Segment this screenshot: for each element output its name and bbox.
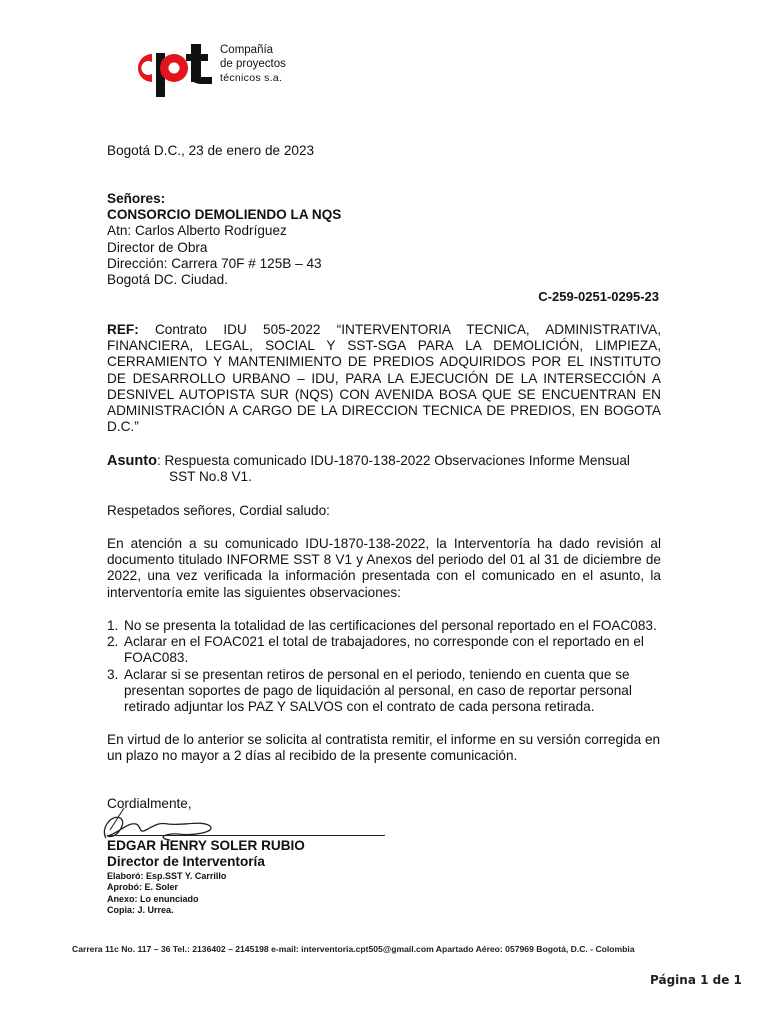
logo-line-1: Compañía	[220, 44, 274, 56]
observation-number: 1.	[107, 618, 119, 633]
date-line: Bogotá D.C., 23 de enero de 2023	[107, 143, 315, 158]
logo-line-3: técnicos s.a.	[220, 72, 283, 84]
observation-number: 2.	[107, 634, 119, 649]
credit-elaboro: Elaboró: Esp.SST Y. Carrillo	[107, 871, 227, 881]
signer-block	[107, 838, 305, 870]
observation-text: Aclarar en el FOAC021 el total de trabajadores, no corresponde con el reportado en el FOAC083.	[124, 634, 644, 666]
recipient-city: Bogotá DC. Ciudad.	[107, 272, 228, 288]
footer-address: Carrera 11c No. 117 – 36 Tel.: 2136402 – 2145198 e-mail: interventoria.cpt505@gmail.com Apartado Aéreo: 057969 Bogotá, D.C. - Colombia	[72, 944, 635, 954]
observation-item-2	[107, 634, 659, 666]
signature-line	[107, 835, 385, 836]
subject-block	[107, 453, 667, 485]
observation-text: No se presenta la totalidad de las certificaciones del personal reportado en el FOAC083.	[124, 618, 657, 633]
salutation: Señores:	[107, 191, 166, 206]
recipient-attn: Atn: Carlos Alberto Rodríguez	[107, 223, 287, 239]
ref-paragraph	[107, 322, 661, 435]
credit-anexo: Anexo: Lo enunciado	[107, 893, 199, 904]
body-paragraph: En atención a su comunicado IDU-1870-138-2022, la Interventoría ha dado revisión al documento titulado INFORME SST 8 V1 y Anexos del periodo del 01 al 31 de diciembre de 2022, una vez verificada la información presentada con el comunicado en el asunto, la interventoría emite las siguientes observaciones:	[107, 536, 661, 600]
observation-text: Aclarar si se presentan retiros de personal en el periodo, teniendo en cuenta que se presentan soportes de pago de liquidación al personal, en caso de reportar personal retirado adjuntar los PAZ Y SALVOS con el contrato de cada persona retirada.	[124, 667, 632, 715]
observation-item-1	[107, 618, 667, 634]
credits-block	[107, 871, 226, 917]
reference-code: C-259-0251-0295-23	[538, 289, 659, 304]
logo-line-2: de proyectos	[220, 58, 286, 70]
subject-line-1: : Respuesta comunicado IDU-1870-138-2022 Observaciones Informe Mensual	[156, 453, 630, 468]
ref-text: Contrato IDU 505-2022 “INTERVENTORIA TECNICA, ADMINISTRATIVA, FINANCIERA, LEGAL, SOCIAL Y SST-SGA PARA LA DEMOLICIÓN, LIMPIEZA, CERRAMIENTO Y MANTENIMIENTO DE PREDIOS ADQUIRIDOS POR EL INSTITUTO DE DESARROLLO URBANO – IDU, PARA LA EJECUCIÓN DE LA INTERSECCIÓN A DESNIVEL AUTOPISTA SUR (NQS) CON AVENIDA BOSA QUE SE ENCUENTRAN EN ADMINISTRACIÓN A CARGO DE LA DIRECCION TECNICA DE PREDIOS, EN BOGOTA D.C.”	[107, 322, 661, 435]
recipient-company: CONSORCIO DEMOLIENDO LA NQS	[107, 207, 342, 223]
sign-off: Cordialmente,	[107, 796, 192, 811]
subject-line-2: SST No.8 V1.	[169, 469, 252, 485]
ref-label: REF:	[107, 322, 139, 337]
closing-paragraph: En virtud de lo anterior se solicita al contratista remitir, el informe en su versión corregida en un plazo no mayor a 2 días al recibido de la presente comunicación.	[107, 732, 661, 764]
recipient-role: Director de Obra	[107, 239, 208, 255]
cpt-logo-mark	[128, 40, 220, 100]
company-logo	[128, 40, 298, 100]
credit-copia: Copia: J. Urrea.	[107, 905, 174, 916]
credit-aprobo: Aprobó: E. Soler	[107, 882, 179, 893]
observation-item-3	[107, 667, 647, 716]
signer-title: Director de Interventoría	[107, 854, 265, 870]
greeting: Respetados señores, Cordial saludo:	[107, 503, 330, 518]
recipient-address: Dirección: Carrera 70F # 125B – 43	[107, 255, 322, 271]
page-number: Página 1 de 1	[650, 973, 742, 987]
observation-number: 3.	[107, 667, 119, 682]
recipient-block	[107, 191, 667, 288]
subject-label: Asunto	[107, 453, 157, 469]
signer-name: EDGAR HENRY SOLER RUBIO	[107, 838, 305, 853]
